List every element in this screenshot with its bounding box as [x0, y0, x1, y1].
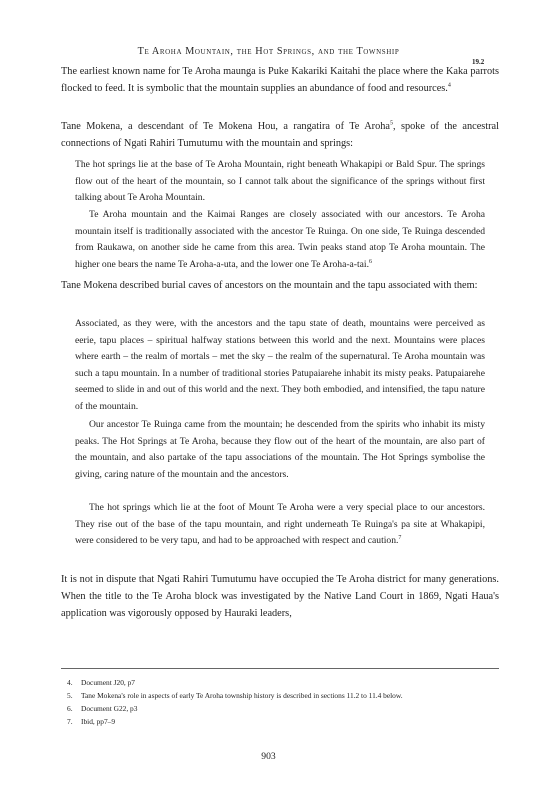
paragraph: Tane Mokena described burial caves of ancestors on the mountain and the tapu associated with them: — [61, 280, 478, 291]
footnote-rule — [61, 668, 499, 669]
block-quote: Our ancestor Te Ruinga came from the mountain; he descended from the spirits who inhabit its misty peaks. The Hot Springs at Te Aroha, because they flow out of the heart of the mountain, are also part of the mountain, and also partake of the tapu associations of the mountain. The Hot Springs symbolise the giving, caring nature of the mountain and the ancestors. — [75, 419, 485, 480]
block-quote: Associated, as they were, with the ancestors and the tapu state of death, mountains were perceived as eerie, tapu places – spiritual halfway stations between this world and the next. Mountains were places where earth – the realm of mortals – met the sky – the realm of the supernatural. Te Aroha mountain was such a tapu mountain. In a number of traditional stories Patupaiarehe inhabit its misty peaks. Patupaiarehe seemed to slide in and out of this world and the next. They both embodied, and intensified, the tapu nature of the mountain. — [75, 318, 485, 412]
running-head: Te Aroha Mountain, the Hot Springs, and the Township — [137, 46, 400, 57]
footnote: 5. Tane Mokena's role in aspects of early Te Aroha township history is described in sections 11.2 to 11.4 below. — [67, 691, 403, 700]
block-quote: The hot springs lie at the base of Te Aroha Mountain, right beneath Whakapipi or Bald Spur. The springs flow out of the heart of the mountain, so I cannot talk about the significance of the springs without first talking about Te Aroha Mountain. — [75, 159, 485, 204]
footnote: 7. Ibid, pp7–9 — [67, 717, 116, 726]
footnote: 4. Document J20, p7 — [67, 678, 135, 687]
paragraph: The earliest known name for Te Aroha maunga is Puke Kakariki Kaitahi the place where the Kaka parrots flocked to feed. It is symbolic that the mountain supplies an abundance of food and resources.$^4$ — [61, 66, 499, 94]
paragraph: It is not in dispute that Ngati Rahiri Tumutumu have occupied the Te Aroha district for many generations. When the title to the Te Aroha block was investigated by the Native Land Court in 1869, Ngati Haua's application was vigorously opposed by Hauraki leaders, — [61, 574, 499, 619]
section-number: 19.2 — [472, 58, 485, 66]
footnote-ref: 5 — [389, 120, 393, 127]
paragraph: Tane Mokena, a descendant of Te Mokena Hou, a rangatira of Te Aroha$^5$, spoke of the ancestral connections of Ngati Rahiri Tumutumu with the mountain and springs: — [61, 120, 499, 149]
footnote-ref: 7 — [398, 535, 402, 541]
block-quote: The hot springs which lie at the foot of Mount Te Aroha were a very special place to our ancestors. They rise out of the base of the tapu mountain, and right underneath Te Ruinga's pa site at Whakapipi, were considered to be very tapu, and had to be approached with respect and caution.$^7$ — [75, 502, 485, 547]
footnote-ref: 6 — [369, 258, 372, 265]
footnote-ref: 4 — [447, 82, 451, 89]
block-quote: Te Aroha mountain and the Kaimai Ranges are closely associated with our ancestors. Te Aroha mountain itself is traditionally associated with the ancestor Te Ruinga. On one side, Te Ruinga descended from Raukawa, on another side he came from this area. Twin peaks stand atop Te Aroha mountain. The higher one bears the name Te Aroha-a-uta, and the lower one Te Aroha-a-tai.$^6$ — [75, 209, 485, 270]
page-number: 903 — [261, 751, 276, 762]
footnote: 6. Document G22, p3 — [67, 704, 138, 713]
